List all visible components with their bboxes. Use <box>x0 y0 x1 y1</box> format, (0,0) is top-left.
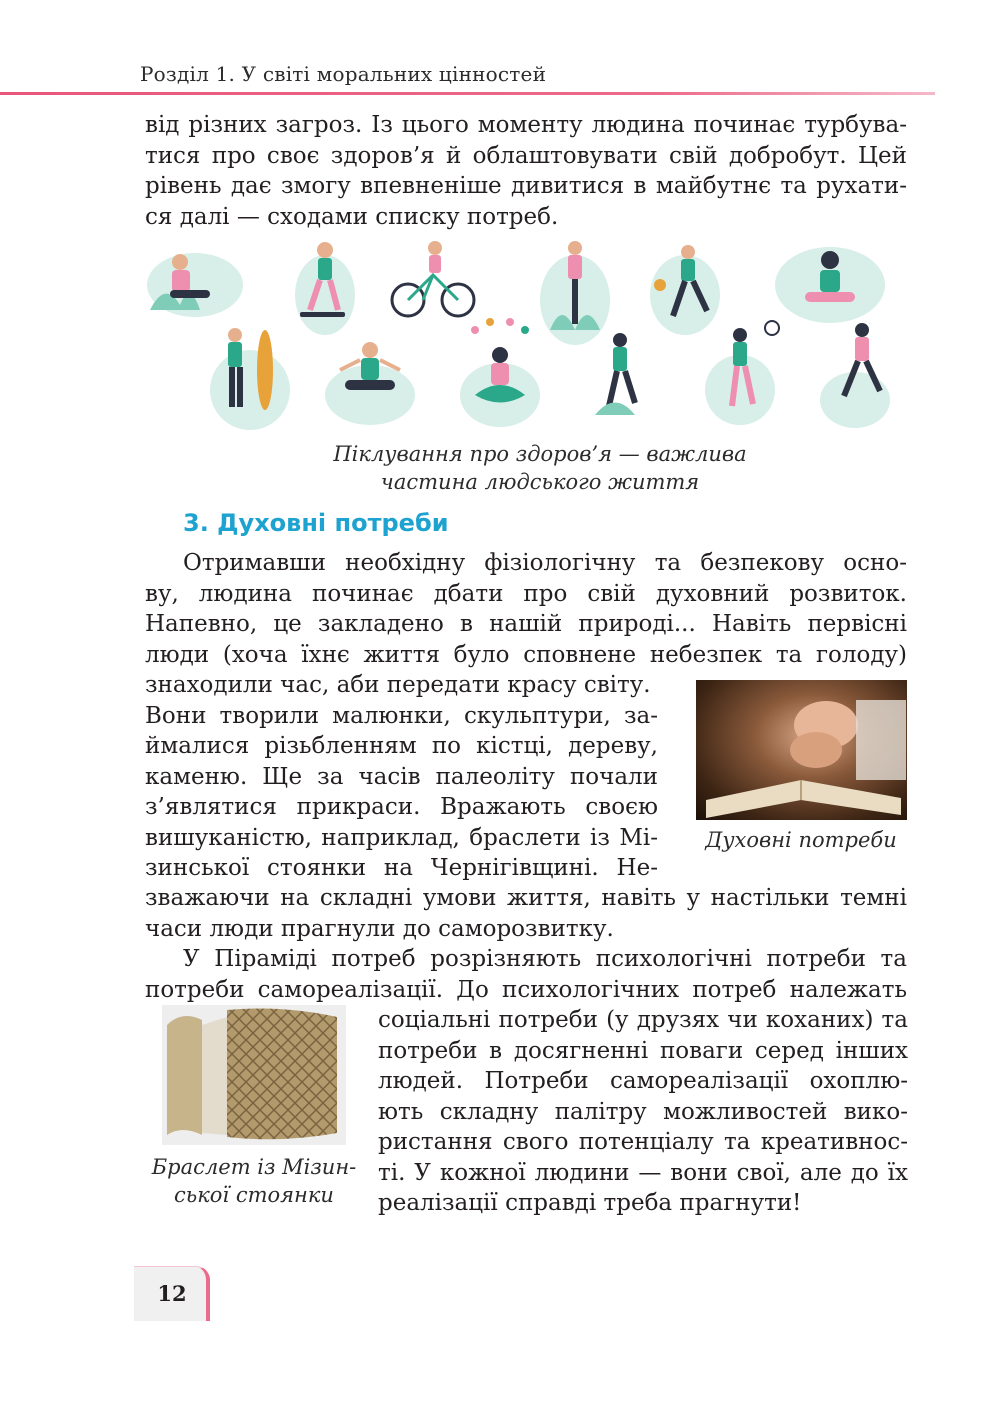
text-line: тися про своє здоров’я й облаштовувати свій добробут. Цей <box>145 142 907 169</box>
health-activities-illustration <box>140 230 910 430</box>
text-line: людей. Потреби самореалізації охоплю- <box>378 1068 908 1094</box>
text-line: зинської стоянки на Чернігівщині. Не- <box>145 855 658 881</box>
text-line: ють складну палітру можливостей вико- <box>378 1098 908 1125</box>
text-line: люди (хоча їхнє життя було сповнене небезпек та голоду) <box>145 641 907 668</box>
text-line: каменю. Ще за часів палеоліту почали <box>145 763 658 790</box>
text-line: з’являтися прикраси. Вражають своєю <box>145 794 658 820</box>
text-line: знаходили час, аби передати красу світу. <box>145 672 651 698</box>
text-line: рівень дає змогу впевненіше дивитися в майбутнє та рухати- <box>145 173 907 199</box>
meditation-figure-right <box>775 247 885 323</box>
spiritual-paragraph-wrap <box>145 670 658 884</box>
jogger-figure <box>820 323 890 428</box>
book-praying-hands-photo <box>696 680 907 820</box>
surfer-figure <box>210 328 290 430</box>
yoga-stretch-figure <box>147 253 243 317</box>
pyramid-paragraph-wrap <box>378 1005 908 1219</box>
text-line: ймалися різьбленням по кістці, дереву, <box>145 733 658 759</box>
badminton-figure <box>705 321 779 425</box>
heart-juggler-figure <box>460 318 540 427</box>
text-line: часи люди прагнули до саморозвитку. <box>145 915 614 942</box>
pyramid-paragraph-top <box>145 944 907 1005</box>
tree-pose-figure <box>540 241 610 345</box>
intro-paragraph <box>145 110 907 232</box>
text-line: Отримавши необхідну фізіологічну та безпекову осно- <box>183 550 907 576</box>
caption-line: ської стоянки <box>174 1183 334 1207</box>
caption-line: Браслет із Мізин- <box>151 1155 357 1179</box>
page-number: 12 <box>157 1281 187 1306</box>
header-divider <box>0 92 935 95</box>
runner-ball-figure <box>650 245 720 335</box>
health-figure-caption <box>240 440 840 496</box>
text-line: ті. У кожної людини — вони свої, але до їх <box>378 1159 908 1186</box>
text-line: соціальні потреби (у друзях чи коханих) та <box>378 1007 908 1033</box>
text-line: потреби в досягненні поваги серед інших <box>378 1037 908 1064</box>
cyclist-figure <box>392 241 474 316</box>
rollerblade-figure <box>595 333 635 415</box>
text-line: ву, людина починає дбати про свій духовний розвиток. <box>145 580 907 607</box>
text-line: ристання свого потенціалу та креативнос- <box>378 1129 908 1155</box>
caption-line: Піклування про здоров’я — важлива <box>333 442 747 466</box>
caption-line: частина людського життя <box>380 470 700 494</box>
lotus-figure <box>325 342 415 425</box>
skater-figure <box>295 242 355 335</box>
text-line: від різних загроз. Із цього моменту людина починає турбува- <box>145 112 907 138</box>
text-line: Напевно, це закладено в нашій природі... Навіть первісні <box>145 611 907 637</box>
section-heading: 3. Духовні потреби <box>183 509 449 537</box>
book-photo-caption: Духовні потреби <box>705 828 897 852</box>
text-line: ся далі — сходами списку потреб. <box>145 203 559 230</box>
book-photo-drawing <box>696 680 907 820</box>
text-line: Вони творили малюнки, скульптури, за- <box>145 702 658 729</box>
bracelet-photo-drawing <box>162 1005 346 1145</box>
text-line: У Піраміді потреб розрізняють психологічні потреби та <box>183 946 907 972</box>
bracelet-photo-caption <box>140 1153 368 1209</box>
text-line: зважаючи на складні умови життя, навіть у настільки темні <box>145 885 907 911</box>
text-line: вишуканістю, наприклад, браслети із Мі- <box>145 824 658 851</box>
running-header: Розділ 1. У світі моральних цінностей <box>140 62 547 86</box>
spiritual-paragraph-top <box>145 548 907 670</box>
mizyn-bracelet-photo <box>162 1005 346 1145</box>
text-line: реалізації справді треба прагнути! <box>378 1190 802 1216</box>
text-line: потреби самореалізації. До психологічних потреб належать <box>145 976 907 1003</box>
spiritual-paragraph-tail <box>145 883 907 944</box>
